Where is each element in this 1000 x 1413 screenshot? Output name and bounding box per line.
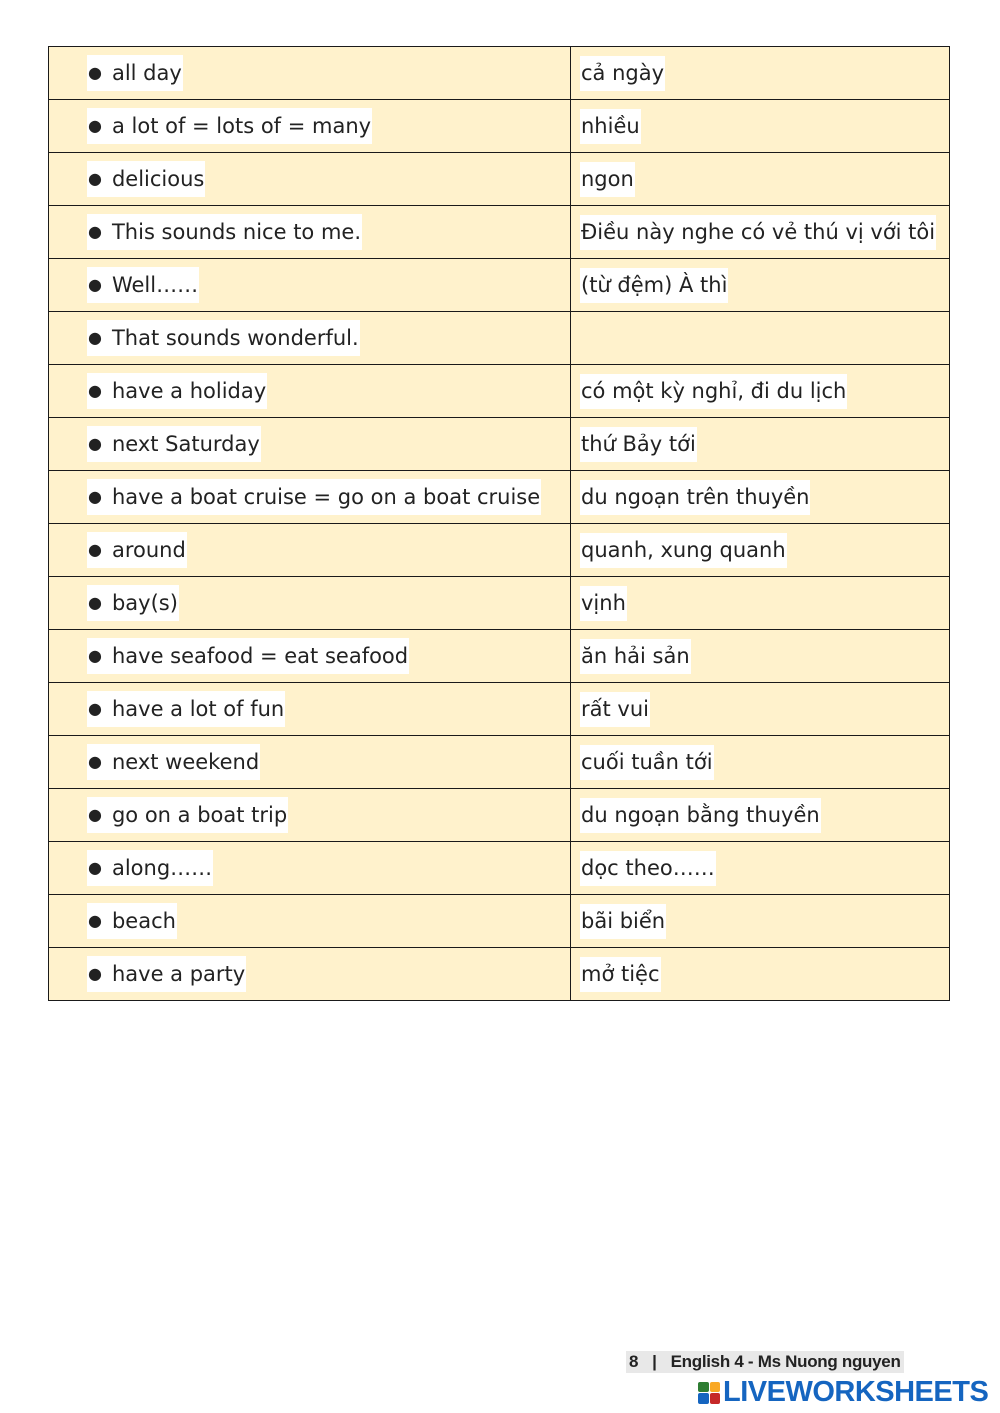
- english-term: have a holiday: [111, 379, 267, 403]
- english-cell: [49, 948, 571, 1001]
- english-cell: [49, 471, 571, 524]
- bullet-icon: ●: [88, 222, 102, 241]
- vietnamese-cell: [571, 683, 950, 736]
- vietnamese-cell: [571, 100, 950, 153]
- english-term: around: [111, 538, 186, 562]
- english-highlight: [87, 532, 187, 568]
- vietnamese-translation: thứ Bảy tới: [580, 427, 697, 462]
- english-term: a lot of = lots of = many: [111, 114, 372, 138]
- english-term: That sounds wonderful.: [111, 326, 359, 350]
- brand-name: LIVEWORKSHEETS: [723, 1376, 989, 1408]
- english-cell: [49, 789, 571, 842]
- table-row: [49, 259, 950, 312]
- vietnamese-translation: mở tiệc: [580, 957, 661, 992]
- table-row: [49, 47, 950, 100]
- vietnamese-translation: cả ngày: [580, 56, 665, 91]
- vietnamese-cell: [571, 153, 950, 206]
- vietnamese-cell: [571, 206, 950, 259]
- footer-title: English 4 - Ms Nuong nguyen: [670, 1352, 901, 1371]
- english-highlight: [87, 108, 372, 144]
- english-highlight: [87, 691, 285, 727]
- vietnamese-translation: du ngoạn bằng thuyền: [580, 798, 821, 833]
- vietnamese-translation: nhiều: [580, 109, 641, 144]
- table-row: [49, 895, 950, 948]
- vietnamese-translation: (từ đệm) À thì: [580, 268, 728, 303]
- vietnamese-cell: [571, 842, 950, 895]
- table-row: [49, 206, 950, 259]
- bullet-icon: ●: [88, 275, 102, 294]
- english-cell: [49, 153, 571, 206]
- vietnamese-translation: quanh, xung quanh: [580, 533, 787, 568]
- bullet-icon: ●: [88, 63, 102, 82]
- vietnamese-cell: [571, 418, 950, 471]
- vietnamese-cell: [571, 630, 950, 683]
- english-cell: [49, 683, 571, 736]
- english-term: This sounds nice to me.: [111, 220, 362, 244]
- english-term: have a boat cruise = go on a boat cruise: [111, 485, 541, 509]
- vietnamese-translation: dọc theo……: [580, 851, 716, 886]
- bullet-icon: ●: [88, 593, 102, 612]
- english-cell: [49, 259, 571, 312]
- vietnamese-cell: [571, 895, 950, 948]
- english-cell: [49, 577, 571, 630]
- vietnamese-cell: [571, 789, 950, 842]
- vietnamese-translation: Điều này nghe có vẻ thú vị với tôi: [580, 215, 936, 250]
- english-cell: [49, 524, 571, 577]
- bullet-icon: ●: [88, 858, 102, 877]
- vietnamese-translation: bãi biển: [580, 904, 666, 939]
- logo-tile: [698, 1393, 709, 1404]
- vietnamese-cell: [571, 577, 950, 630]
- english-cell: [49, 630, 571, 683]
- table-row: [49, 100, 950, 153]
- bullet-icon: ●: [88, 752, 102, 771]
- bullet-icon: ●: [88, 381, 102, 400]
- bullet-icon: ●: [88, 646, 102, 665]
- english-highlight: [87, 55, 183, 91]
- english-term: along……: [111, 856, 213, 880]
- english-term: Well……: [111, 273, 199, 297]
- vietnamese-cell: [571, 365, 950, 418]
- vietnamese-cell: [571, 948, 950, 1001]
- table-row: [49, 471, 950, 524]
- english-highlight: [87, 903, 177, 939]
- english-highlight: [87, 797, 288, 833]
- vietnamese-translation: rất vui: [580, 692, 650, 727]
- english-highlight: [87, 744, 260, 780]
- english-cell: [49, 100, 571, 153]
- table-row: [49, 153, 950, 206]
- bullet-icon: ●: [88, 169, 102, 188]
- english-cell: [49, 365, 571, 418]
- english-highlight: [87, 585, 179, 621]
- english-highlight: [87, 267, 199, 303]
- vietnamese-cell: [571, 524, 950, 577]
- vietnamese-cell: [571, 47, 950, 100]
- footer-separator: |: [652, 1352, 657, 1371]
- table-row: [49, 312, 950, 365]
- english-term: next Saturday: [111, 432, 260, 456]
- english-cell: [49, 736, 571, 789]
- table-row: [49, 736, 950, 789]
- page-footer: [626, 1351, 904, 1373]
- vietnamese-cell: [571, 312, 950, 365]
- liveworksheets-brand: [698, 1376, 988, 1409]
- vietnamese-cell: [571, 736, 950, 789]
- vietnamese-translation: vịnh: [580, 586, 627, 621]
- logo-tile: [698, 1382, 709, 1393]
- english-highlight: [87, 161, 205, 197]
- bullet-icon: ●: [88, 699, 102, 718]
- vietnamese-cell: [571, 471, 950, 524]
- liveworksheets-logo-icon: [698, 1382, 720, 1404]
- table-row: [49, 789, 950, 842]
- logo-tile: [710, 1382, 721, 1393]
- bullet-icon: ●: [88, 116, 102, 135]
- bullet-icon: ●: [88, 434, 102, 453]
- table-row: [49, 948, 950, 1001]
- bullet-icon: ●: [88, 328, 102, 347]
- english-cell: [49, 47, 571, 100]
- table-row: [49, 365, 950, 418]
- english-highlight: [87, 320, 360, 356]
- english-highlight: [87, 214, 362, 250]
- bullet-icon: ●: [88, 805, 102, 824]
- english-term: beach: [111, 909, 176, 933]
- vocabulary-table: [48, 46, 950, 1001]
- table-row: [49, 418, 950, 471]
- table-row: [49, 842, 950, 895]
- english-cell: [49, 842, 571, 895]
- english-term: bay(s): [111, 591, 178, 615]
- page-number: 8: [629, 1352, 639, 1371]
- english-highlight: [87, 956, 246, 992]
- table-row: [49, 683, 950, 736]
- table-row: [49, 524, 950, 577]
- english-highlight: [87, 479, 541, 515]
- vietnamese-translation: cuối tuần tới: [580, 745, 714, 780]
- english-highlight: [87, 373, 267, 409]
- vietnamese-translation: du ngoạn trên thuyền: [580, 480, 810, 515]
- vietnamese-translation: có một kỳ nghỉ, đi du lịch: [580, 374, 847, 409]
- english-highlight: [87, 426, 261, 462]
- bullet-icon: ●: [88, 964, 102, 983]
- english-term: delicious: [111, 167, 205, 191]
- english-term: next weekend: [111, 750, 260, 774]
- english-cell: [49, 206, 571, 259]
- english-cell: [49, 312, 571, 365]
- bullet-icon: ●: [88, 487, 102, 506]
- vietnamese-translation: ăn hải sản: [580, 639, 691, 674]
- english-cell: [49, 418, 571, 471]
- bullet-icon: ●: [88, 911, 102, 930]
- table-row: [49, 577, 950, 630]
- english-term: have seafood = eat seafood: [111, 644, 409, 668]
- english-term: go on a boat trip: [111, 803, 288, 827]
- english-term: all day: [111, 61, 182, 85]
- english-cell: [49, 895, 571, 948]
- table-row: [49, 630, 950, 683]
- logo-tile: [710, 1393, 721, 1404]
- english-term: have a lot of fun: [111, 697, 285, 721]
- english-term: have a party: [111, 962, 246, 986]
- english-highlight: [87, 638, 409, 674]
- bullet-icon: ●: [88, 540, 102, 559]
- vietnamese-cell: [571, 259, 950, 312]
- english-highlight: [87, 850, 213, 886]
- vocabulary-table-body: [49, 47, 950, 1001]
- vietnamese-translation: ngon: [580, 162, 635, 197]
